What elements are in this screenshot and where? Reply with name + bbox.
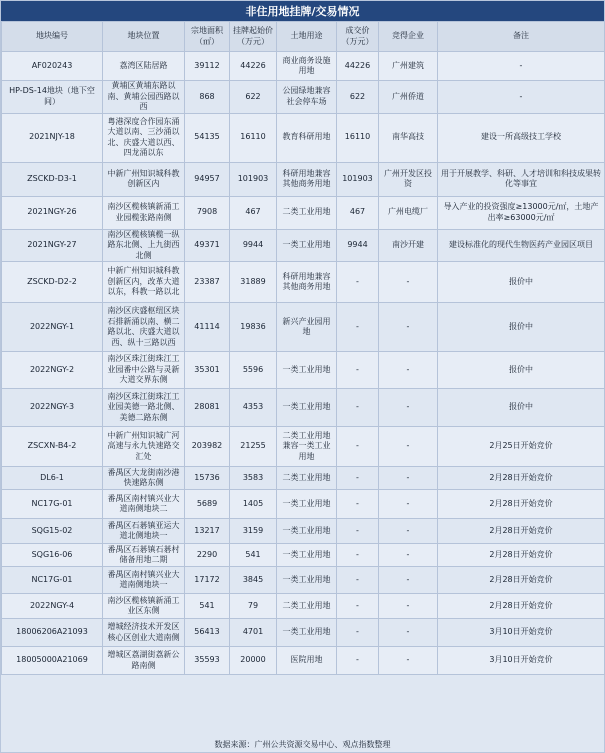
table-row	[2, 567, 605, 594]
cell-plot-id: 2022NGY-4	[2, 594, 103, 619]
cell-plot-id: AF020243	[2, 52, 103, 81]
cell-land-use: 教育科研用地	[277, 113, 337, 162]
col-header-start-price: 挂牌起始价（万元）	[230, 22, 277, 52]
cell-location: 中新广州知识城科教创新区内，改革大道以东，科教一路以北	[103, 262, 185, 303]
cell-note: 2月28日开始竞价	[438, 567, 605, 594]
cell-plot-id: 18006206A21093	[2, 619, 103, 647]
cell-start-price: 31889	[230, 262, 277, 303]
cell-winner: -	[379, 647, 438, 675]
cell-land-use: 二类工业用地兼容一类工业用地	[277, 427, 337, 467]
cell-area: 23387	[185, 262, 230, 303]
cell-start-price: 622	[230, 81, 277, 114]
land-table	[1, 21, 605, 675]
cell-plot-id: SQG16-06	[2, 544, 103, 567]
cell-note: 2月28日开始竞价	[438, 594, 605, 619]
cell-note: 建设一所高级技工学校	[438, 113, 605, 162]
cell-area: 15736	[185, 467, 230, 490]
cell-winner: -	[379, 594, 438, 619]
cell-plot-id: 2022NGY-2	[2, 352, 103, 389]
cell-location: 粤港深度合作园东涌大道以南、三沙涌以北、庆盛大道以西、四龙涌以东	[103, 113, 185, 162]
cell-location: 南沙区珠江街珠江工业园美德一路北侧、美德二路东侧	[103, 389, 185, 427]
cell-land-use: 科研用地兼容其他商务用地	[277, 162, 337, 196]
cell-start-price: 3583	[230, 467, 277, 490]
table-row	[2, 162, 605, 196]
table-row	[2, 113, 605, 162]
col-header-deal-price: 成交价（万元）	[337, 22, 379, 52]
cell-note: 3月10日开始竞价	[438, 647, 605, 675]
cell-deal-price: -	[337, 567, 379, 594]
cell-plot-id: 2022NGY-1	[2, 303, 103, 352]
cell-area: 49371	[185, 229, 230, 262]
cell-land-use: 医院用地	[277, 647, 337, 675]
cell-winner: -	[379, 303, 438, 352]
cell-location: 番禺区南村镇兴业大道南侧地块一	[103, 567, 185, 594]
cell-winner: -	[379, 467, 438, 490]
cell-note: 报价中	[438, 389, 605, 427]
cell-area: 41114	[185, 303, 230, 352]
cell-note: 导入产业的投资强度≥13000元/㎡，土地产出率≥63000元/㎡	[438, 196, 605, 229]
cell-plot-id: 2021NJY-18	[2, 113, 103, 162]
cell-land-use: 商业商务设施用地	[277, 52, 337, 81]
cell-land-use: 一类工业用地	[277, 352, 337, 389]
table-row	[2, 352, 605, 389]
cell-note: 建设标准化的现代生物医药产业园区项目	[438, 229, 605, 262]
cell-plot-id: 2021NGY-27	[2, 229, 103, 262]
cell-deal-price: -	[337, 619, 379, 647]
cell-winner: -	[379, 490, 438, 519]
col-header-plot-id: 地块编号	[2, 22, 103, 52]
cell-area: 94957	[185, 162, 230, 196]
cell-location: 荔湾区陆居路	[103, 52, 185, 81]
cell-start-price: 79	[230, 594, 277, 619]
cell-plot-id: SQG15-02	[2, 519, 103, 544]
cell-deal-price: -	[337, 467, 379, 490]
cell-start-price: 467	[230, 196, 277, 229]
col-header-land-use: 土地用途	[277, 22, 337, 52]
cell-start-price: 541	[230, 544, 277, 567]
cell-winner: -	[379, 389, 438, 427]
col-header-note: 备注	[438, 22, 605, 52]
table-row	[2, 229, 605, 262]
cell-start-price: 3845	[230, 567, 277, 594]
cell-start-price: 16110	[230, 113, 277, 162]
cell-deal-price: -	[337, 647, 379, 675]
cell-note: 2月28日开始竞价	[438, 467, 605, 490]
cell-area: 28081	[185, 389, 230, 427]
cell-deal-price: 9944	[337, 229, 379, 262]
cell-start-price: 19836	[230, 303, 277, 352]
cell-land-use: 新兴产业园用地	[277, 303, 337, 352]
col-header-area: 宗地面积（㎡）	[185, 22, 230, 52]
cell-land-use: 一类工业用地	[277, 229, 337, 262]
cell-note: 2月28日开始竞价	[438, 544, 605, 567]
cell-plot-id: ZSCXN-B4-2	[2, 427, 103, 467]
cell-location: 南沙区珠江街珠江工业园番中公路与灵新大道交界东侧	[103, 352, 185, 389]
cell-winner: 广州建筑	[379, 52, 438, 81]
cell-location: 番禺区南村镇兴业大道南侧地块二	[103, 490, 185, 519]
cell-area: 13217	[185, 519, 230, 544]
cell-land-use: 科研用地兼容其他商务用地	[277, 262, 337, 303]
cell-deal-price: -	[337, 262, 379, 303]
cell-start-price: 21255	[230, 427, 277, 467]
cell-deal-price: -	[337, 352, 379, 389]
cell-deal-price: 101903	[337, 162, 379, 196]
cell-start-price: 101903	[230, 162, 277, 196]
cell-winner: -	[379, 519, 438, 544]
cell-deal-price: -	[337, 519, 379, 544]
table-body	[2, 52, 605, 675]
cell-start-price: 44226	[230, 52, 277, 81]
cell-land-use: 一类工业用地	[277, 490, 337, 519]
cell-location: 番禺区石碁镇石碁村储备用地二期	[103, 544, 185, 567]
cell-deal-price: 44226	[337, 52, 379, 81]
cell-location: 中新广州知识城广河高速与永九快速路交汇处	[103, 427, 185, 467]
cell-deal-price: -	[337, 389, 379, 427]
cell-deal-price: -	[337, 303, 379, 352]
table-row	[2, 544, 605, 567]
cell-start-price: 4353	[230, 389, 277, 427]
table-row	[2, 594, 605, 619]
cell-plot-id: 2021NGY-26	[2, 196, 103, 229]
cell-note: 2月25日开始竞价	[438, 427, 605, 467]
cell-note: 报价中	[438, 303, 605, 352]
cell-winner: 南华高技	[379, 113, 438, 162]
cell-deal-price: -	[337, 427, 379, 467]
table-row	[2, 490, 605, 519]
cell-plot-id: HP-DS-14地块（地下空间）	[2, 81, 103, 114]
col-header-location: 地块位置	[103, 22, 185, 52]
cell-area: 35593	[185, 647, 230, 675]
table-row	[2, 389, 605, 427]
table-row	[2, 303, 605, 352]
cell-location: 番禺区石碁镇亚运大道北侧地块一	[103, 519, 185, 544]
cell-note: 2月28日开始竞价	[438, 490, 605, 519]
cell-plot-id: NC17G-01	[2, 567, 103, 594]
cell-start-price: 9944	[230, 229, 277, 262]
cell-location: 中新广州知识城科教创新区内	[103, 162, 185, 196]
cell-winner: -	[379, 567, 438, 594]
cell-land-use: 二类工业用地	[277, 196, 337, 229]
cell-deal-price: -	[337, 594, 379, 619]
cell-plot-id: NC17G-01	[2, 490, 103, 519]
cell-deal-price: -	[337, 544, 379, 567]
cell-area: 56413	[185, 619, 230, 647]
cell-deal-price: 16110	[337, 113, 379, 162]
cell-land-use: 一类工业用地	[277, 519, 337, 544]
table-row	[2, 81, 605, 114]
cell-land-use: 一类工业用地	[277, 389, 337, 427]
cell-land-use: 二类工业用地	[277, 594, 337, 619]
cell-note: 报价中	[438, 352, 605, 389]
cell-winner: 广州侨道	[379, 81, 438, 114]
cell-plot-id: ZSCKD-D3-1	[2, 162, 103, 196]
table-row	[2, 196, 605, 229]
cell-winner: -	[379, 619, 438, 647]
cell-winner: -	[379, 352, 438, 389]
cell-area: 5689	[185, 490, 230, 519]
table-row	[2, 519, 605, 544]
cell-area: 17172	[185, 567, 230, 594]
cell-plot-id: DL6-1	[2, 467, 103, 490]
sheet-title: 非住用地挂牌/交易情况	[1, 1, 604, 21]
cell-plot-id: 2022NGY-3	[2, 389, 103, 427]
cell-land-use: 一类工业用地	[277, 544, 337, 567]
cell-winner: 广州开发区投资	[379, 162, 438, 196]
cell-land-use: 二类工业用地	[277, 467, 337, 490]
cell-area: 203982	[185, 427, 230, 467]
cell-note: -	[438, 81, 605, 114]
table-row	[2, 52, 605, 81]
cell-winner: 广州电缆厂	[379, 196, 438, 229]
cell-location: 南沙区榄核镇新涌工业区东侧	[103, 594, 185, 619]
table-row	[2, 647, 605, 675]
cell-land-use: 一类工业用地	[277, 567, 337, 594]
cell-area: 2290	[185, 544, 230, 567]
col-header-winner: 竞得企业	[379, 22, 438, 52]
cell-note: 报价中	[438, 262, 605, 303]
cell-location: 南沙区榄核镇新涌工业园榄张路南侧	[103, 196, 185, 229]
cell-area: 7908	[185, 196, 230, 229]
cell-deal-price: 622	[337, 81, 379, 114]
cell-start-price: 1405	[230, 490, 277, 519]
cell-location: 增城区荔湖街荔新公路南侧	[103, 647, 185, 675]
cell-winner: -	[379, 544, 438, 567]
cell-area: 868	[185, 81, 230, 114]
table-header-row	[2, 22, 605, 52]
cell-location: 南沙区榄核镇榄一纵路东北侧、上九街西北侧	[103, 229, 185, 262]
cell-plot-id: ZSCKD-D2-2	[2, 262, 103, 303]
cell-location: 番禺区大龙街南沙港快速路东侧	[103, 467, 185, 490]
cell-start-price: 20000	[230, 647, 277, 675]
table-row	[2, 427, 605, 467]
cell-location: 黄埔区黄埔东路以南、黄埔公园西路以西	[103, 81, 185, 114]
table-row	[2, 619, 605, 647]
cell-winner: -	[379, 427, 438, 467]
cell-winner: 南沙开建	[379, 229, 438, 262]
cell-note: 2月28日开始竞价	[438, 519, 605, 544]
cell-deal-price: 467	[337, 196, 379, 229]
cell-start-price: 5596	[230, 352, 277, 389]
cell-land-use: 公园绿地兼容社会停车场	[277, 81, 337, 114]
cell-deal-price: -	[337, 490, 379, 519]
cell-note: 3月10日开始竞价	[438, 619, 605, 647]
cell-note: 用于开展教学、科研、人才培训和科技成果转化等事宜	[438, 162, 605, 196]
cell-land-use: 一类工业用地	[277, 619, 337, 647]
cell-note: -	[438, 52, 605, 81]
cell-area: 35301	[185, 352, 230, 389]
cell-location: 南沙区庆盛枢纽区块石排新涌以南、横二路以北、庆盛大道以西、纵十三路以西	[103, 303, 185, 352]
table-row	[2, 467, 605, 490]
cell-start-price: 4701	[230, 619, 277, 647]
cell-plot-id: 18005000A21069	[2, 647, 103, 675]
data-source-note: 数据来源：广州公共资源交易中心、观点指数整理	[1, 736, 604, 752]
cell-start-price: 3159	[230, 519, 277, 544]
table-row	[2, 262, 605, 303]
cell-area: 54135	[185, 113, 230, 162]
cell-area: 541	[185, 594, 230, 619]
cell-area: 39112	[185, 52, 230, 81]
cell-location: 增城经济技术开发区核心区创业大道南侧	[103, 619, 185, 647]
cell-winner: -	[379, 262, 438, 303]
